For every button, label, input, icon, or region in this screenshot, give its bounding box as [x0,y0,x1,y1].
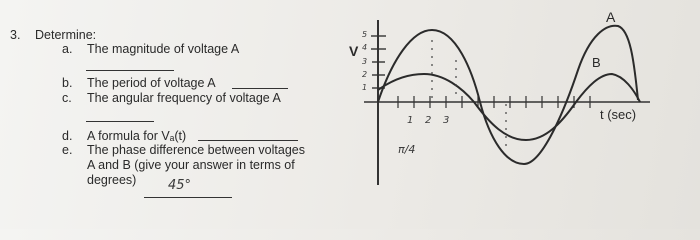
y-tick-label-5: 5 [362,30,368,39]
part-a-text: The magnitude of voltage A [87,42,240,56]
x-tick-label-1: 1 [407,115,414,126]
y-tick-label-4: 4 [362,43,368,52]
y-tick-label-2: 2 [362,70,368,79]
part-e-handwritten-answer: 45° [168,178,192,193]
part-a-letter: a. [62,42,73,56]
curve-a-label: A [606,9,616,25]
question-heading: Determine: [35,28,97,42]
question-number: 3. [10,28,21,42]
part-c-text: The angular frequency of voltage A [87,91,281,105]
part-e-text-line3: degrees) [87,173,137,187]
part-e-text: The phase difference between voltages [87,143,305,157]
part-d-letter: d. [62,129,73,143]
part-d-text: A formula for Vₐ(t) [87,129,187,143]
y-tick-label-3: 3 [362,57,368,66]
x-tick-label-2: 2 [425,115,432,126]
y-tick-label-1: 1 [362,83,368,92]
y-axis-label: V [349,43,359,59]
x-tick-label-3: 3 [443,115,450,126]
part-c-letter: c. [62,91,72,105]
part-b-letter: b. [62,76,73,90]
curve-a [378,26,638,164]
part-e-text-line2: A and B (give your answer in terms of [87,158,295,172]
part-b-text: The period of voltage A [87,76,216,90]
handwritten-pi-over-4: π/4 [398,143,416,156]
x-axis-label: t (sec) [600,107,637,122]
curve-b-label: B [592,55,601,70]
part-e-letter: e. [62,143,73,157]
